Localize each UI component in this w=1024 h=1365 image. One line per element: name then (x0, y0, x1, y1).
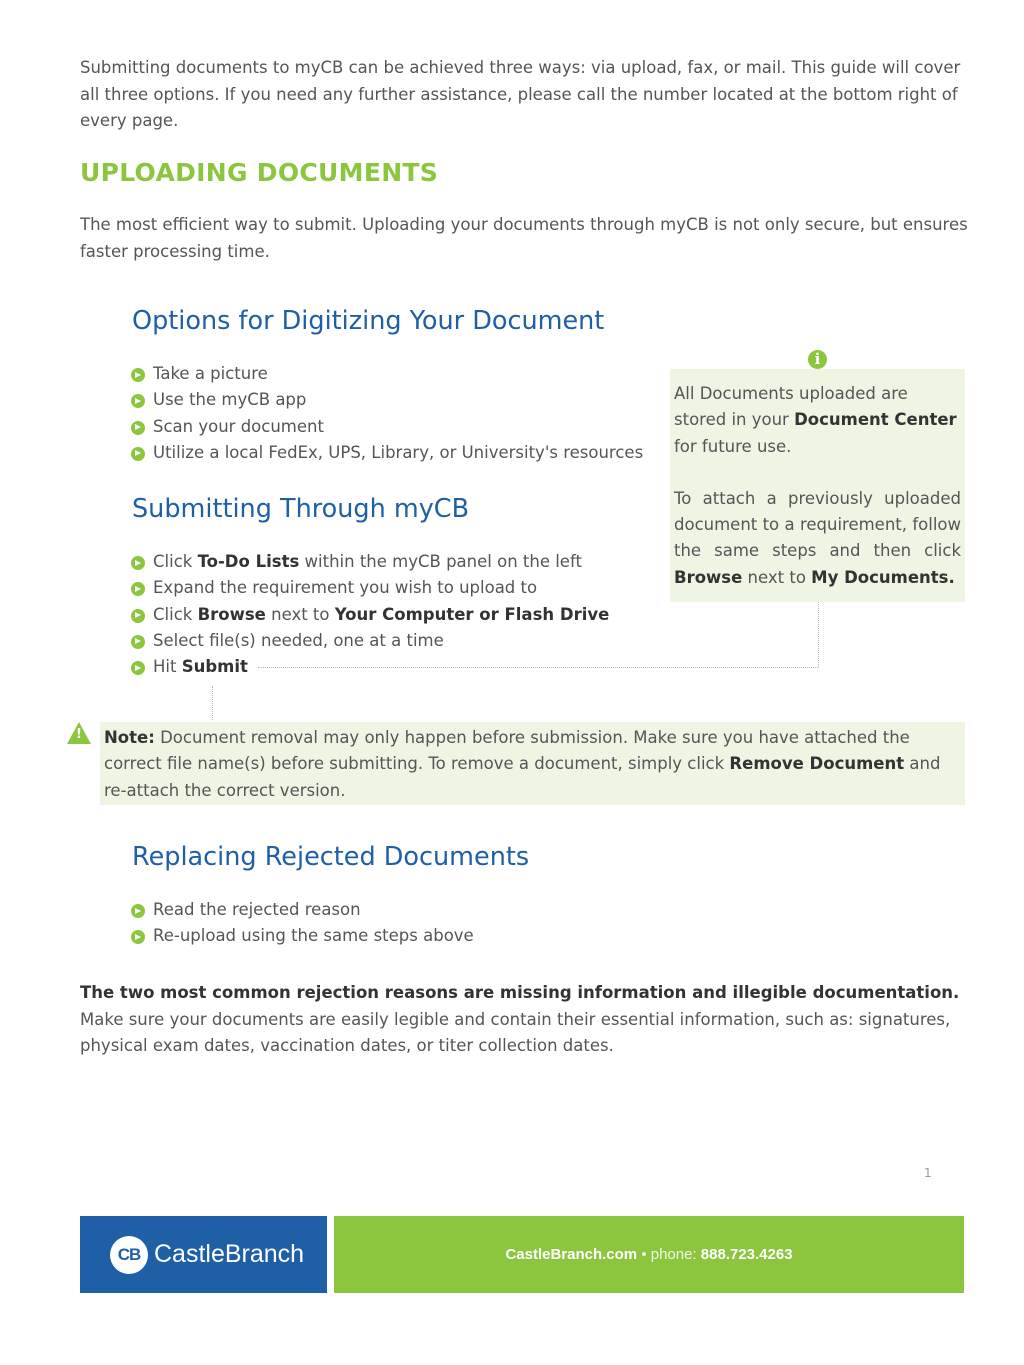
submitting-heading: Submitting Through myCB (132, 494, 470, 524)
uploading-heading: UPLOADING DOCUMENTS (80, 158, 439, 187)
replacing-heading: Replacing Rejected Documents (132, 842, 530, 872)
digitizing-list (131, 361, 643, 466)
castlebranch-logo-text: CastleBranch (154, 1240, 305, 1268)
digitizing-heading: Options for Digitizing Your Document (132, 306, 605, 336)
footer-separator: • (637, 1246, 651, 1263)
connector-line (818, 592, 819, 667)
list-item: Utilize a local FedEx, UPS, Library, or University's resources (131, 440, 643, 466)
bullet-arrow-icon (131, 904, 145, 918)
list-item: Click To-Do Lists within the myCB panel on the left (131, 549, 609, 575)
bullet-arrow-icon (131, 609, 145, 623)
list-item: Expand the requirement you wish to upload to (131, 575, 609, 601)
connector-line (258, 667, 818, 668)
bullet-arrow-icon (131, 421, 145, 435)
note-box (100, 722, 965, 805)
rejection-paragraph: The two most common rejection reasons are missing information and illegible documentation. Make sure your documents are easily legible and contain their essential information, such as: signatures, physical exam dates, vaccination dates, or titer collection dates. (80, 983, 960, 1055)
intro-paragraph: Submitting documents to myCB can be achieved three ways: via upload, fax, or mail. This guide will cover all three options. If you need any further assistance, please call the number located at the bottom right of every page. (80, 58, 961, 130)
footer-website-link[interactable]: CastleBranch.com (505, 1246, 638, 1263)
info-box (670, 369, 965, 602)
bullet-arrow-icon (131, 394, 145, 408)
bullet-arrow-icon (131, 582, 145, 596)
submitting-list (131, 549, 609, 680)
bullet-arrow-icon (131, 368, 145, 382)
connector-line (212, 686, 213, 720)
bullet-arrow-icon (131, 556, 145, 570)
page-number: 1 (924, 1166, 932, 1180)
bullet-arrow-icon (131, 930, 145, 944)
info-icon: i (808, 350, 827, 369)
footer-contact-block (334, 1216, 964, 1293)
footer-logo-block (80, 1216, 327, 1293)
list-item: Scan your document (131, 414, 643, 440)
castlebranch-logo-icon: CB (110, 1236, 148, 1274)
list-item: Read the rejected reason (131, 897, 474, 923)
warning-icon: ! (67, 722, 91, 746)
footer-phone-number[interactable]: 888.723.4263 (700, 1246, 793, 1263)
bullet-arrow-icon (131, 661, 145, 675)
footer-phone-label: phone: (650, 1246, 701, 1263)
bullet-arrow-icon (131, 635, 145, 649)
info-paragraph: To attach a previously uploaded document to a requirement, follow the same steps and then click Browse next to My Documents. (674, 488, 961, 587)
bullet-arrow-icon (131, 447, 145, 461)
note-text: Note: Document removal may only happen before submission. Make sure you have attached the correct file name(s) before submitting. To remove a document, simply click Remove Document and re-attach the correct version. (104, 728, 941, 800)
list-item: Use the myCB app (131, 387, 643, 413)
list-item: Re-upload using the same steps above (131, 923, 474, 949)
list-item: Click Browse next to Your Computer or Flash Drive (131, 602, 609, 628)
replacing-list (131, 897, 474, 950)
list-item: Select file(s) needed, one at a time (131, 628, 609, 654)
info-paragraph: All Documents uploaded are stored in your Document Center for future use. (674, 384, 957, 456)
list-item: Take a picture (131, 361, 643, 387)
list-item: Hit Submit (131, 654, 609, 680)
uploading-description: The most efficient way to submit. Uploading your documents through myCB is not only secure, but ensures faster processing time. (80, 215, 968, 261)
